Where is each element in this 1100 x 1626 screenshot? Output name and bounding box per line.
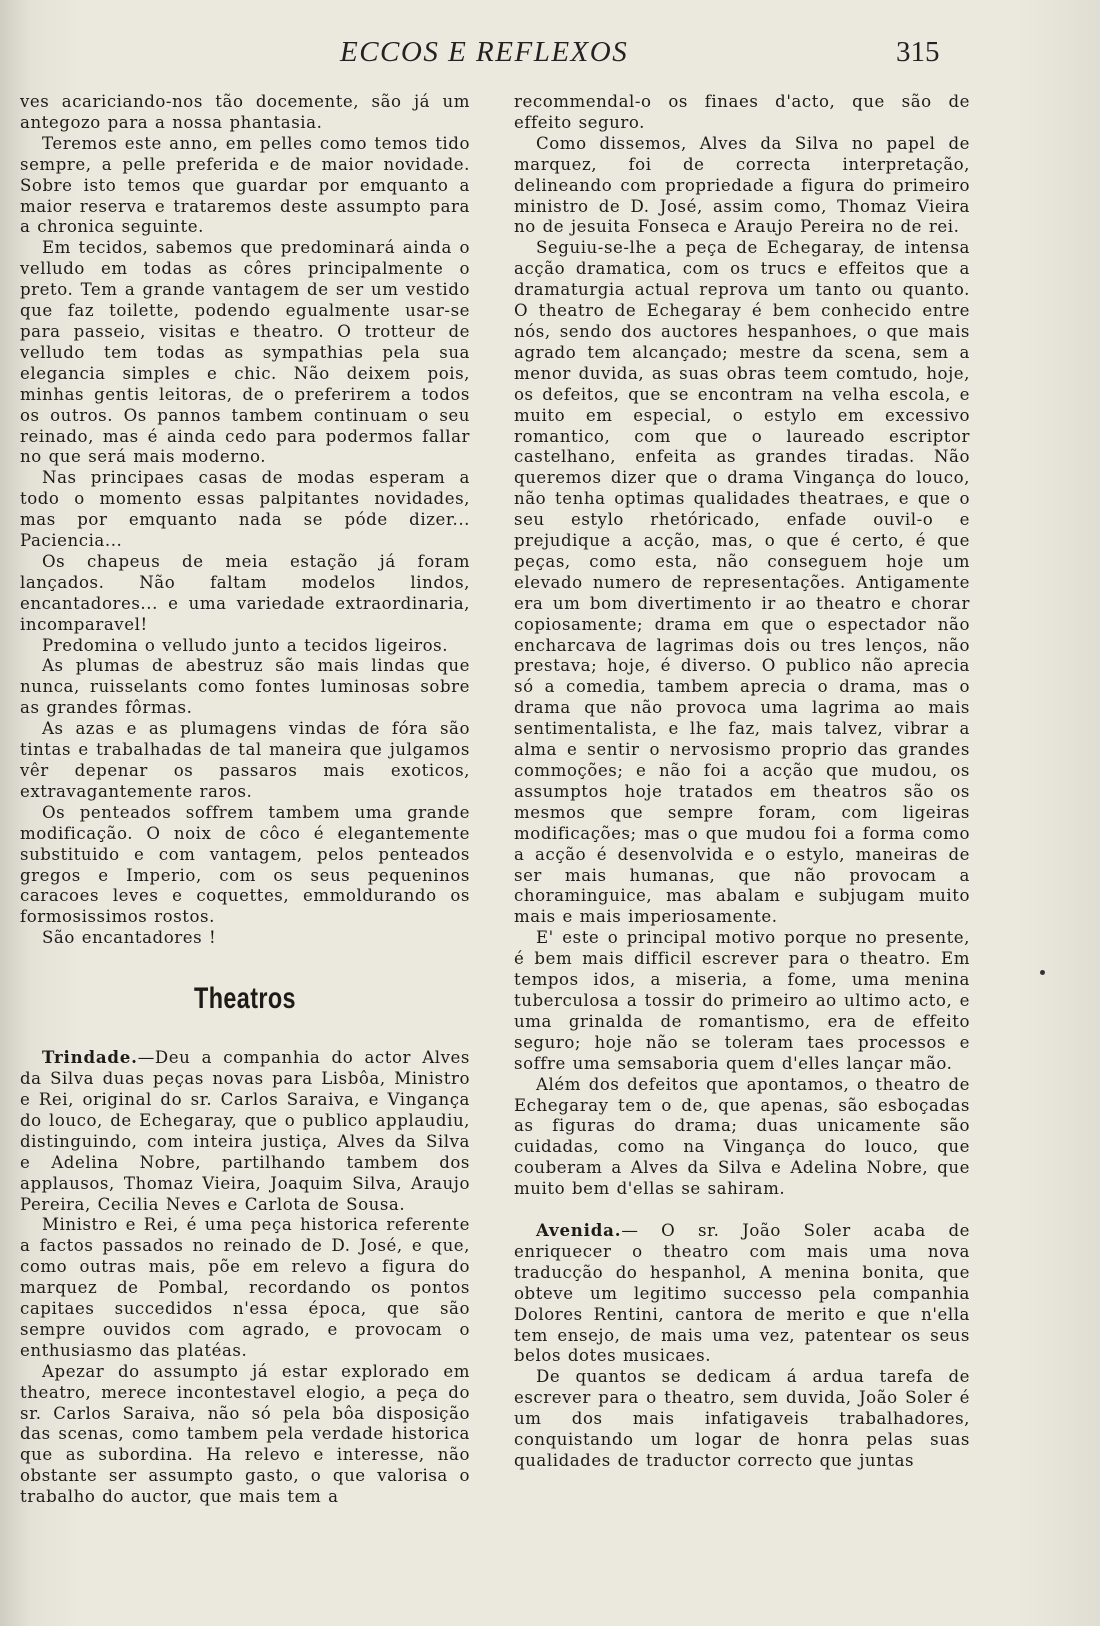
paragraph-avenida xyxy=(514,1220,970,1367)
paragraph: Além dos defeitos que apontamos, o theatro de Echegaray tem o de, que apenas, são esboçadas as figuras do drama; duas unicamente são cuidadas, como na Vingança do louco, que couberam a Alves da Silva e Adelina Nobre, que muito bem d'ellas se sahiram. xyxy=(514,1074,970,1199)
paragraph: Ministro e Rei, é uma peça historica referente a factos passados no reinado de D. José, e que, como outras mais, põe em relevo a figura do marquez de Pombal, recordando os pontos capitaes succedidos n'essa época, que são sempre ouvidos com agrado, e provocam o enthusiasmo das platéas. xyxy=(20,1215,470,1360)
section-heading: Theatros xyxy=(194,982,296,1016)
venue-lead: Trindade. xyxy=(42,1047,138,1068)
page-number: 315 xyxy=(896,36,940,68)
paragraph-text: —Deu a companhia do actor Alves da Silva duas peças novas para Lisbôa, Ministro e Rei, original do sr. Carlos Saraiva, e Vingança do louco, de Echegaray, que o publico applaudiu, distinguindo, com inteira justiça, Alves da Silva e Adelina Nobre, partilhando tambem dos applausos, Thomaz Vieira, Joaquim Silva, Araujo Pereira, Cecilia Neves e Carlota de Sousa. xyxy=(20,1048,470,1214)
left-column xyxy=(20,92,470,1508)
paragraph: recommendal-o os finaes d'acto, que são de effeito seguro. xyxy=(514,92,970,132)
paragraph: Nas principaes casas de modas esperam a todo o momento essas palpitantes novidades, mas por emquanto nada se póde dizer... Paciencia... xyxy=(20,468,470,551)
paragraph: Em tecidos, sabemos que predominará ainda o velludo em todas as côres principalmente o preto. Tem a grande vantagem de ser um vestido que faz toilette, podendo egualmente usar-se para passeio, visitas e theatro. O trotteur de velludo tem todas as sympathias pela sua elegancia simples e chic. Não deixem pois, minhas gentis leitoras, de o preferirem a todos os outros. Os pannos tambem continuam o seu reinado, mas é ainda cedo para podermos fallar no que será mais moderno. xyxy=(20,238,470,467)
right-column xyxy=(514,92,970,1472)
paragraph-trindade xyxy=(20,1047,470,1215)
paragraph: Teremos este anno, em pelles como temos tido sempre, a pelle preferida e de maior novidade. Sobre isto temos que guardar por emquanto a maior reserva e trataremos deste assumpto para a chronica seguinte. xyxy=(20,133,470,237)
paragraph: Os chapeus de meia estação já foram lançados. Não faltam modelos lindos, encantadores... e uma variedade extraordinaria, incomparavel! xyxy=(20,551,470,634)
venue-lead: Avenida. xyxy=(536,1220,622,1241)
paragraph: Como dissemos, Alves da Silva no papel de marquez, foi de correcta interpretação, delineando com propriedade a figura do primeiro ministro de D. José, assim como, Thomaz Vieira no de jesuita Fonseca e Araujo Pereira no de rei. xyxy=(514,133,970,237)
paragraph: Predomina o velludo junto a tecidos ligeiros. xyxy=(42,635,449,655)
paragraph-text: — O sr. João Soler acaba de enriquecer o theatro com mais uma nova traducção do hespanhol, A menina bonita, que obteve um legitimo successo pela companhia Dolores Rentini, cantora de merito e que n'ella tem ensejo, de mais uma vez, patentear os seus belos dotes musicaes. xyxy=(514,1221,970,1366)
ink-speck xyxy=(1040,970,1045,975)
paragraph: Os penteados soffrem tambem uma grande modificação. O noix de côco é elegantemente substituido e com vantagem, pelos penteados gregos e Imperio, com os seus pequeninos caracoes leves e coquettes, emmoldurando os formosissimos rostos. xyxy=(20,802,470,927)
paragraph: De quantos se dedicam á ardua tarefa de escrever para o theatro, sem duvida, João Soler é um dos mais infatigaveis trabalhadores, conquistando um logar de honra pelas suas qualidades de traductor correcto que juntas xyxy=(514,1367,970,1470)
paragraph: ves acariciando-nos tão docemente, são já um antegozo para a nossa phantasia. xyxy=(20,92,470,132)
page-header xyxy=(0,32,1100,82)
running-title: ECCOS E REFLEXOS xyxy=(340,36,629,68)
paragraph: São encantadores ! xyxy=(42,928,217,948)
paragraph: Seguiu-se-lhe a peça de Echegaray, de intensa acção dramatica, com os trucs e effeitos que a dramaturgia actual reprova um tanto ou quanto. O theatro de Echegaray é bem conhecido entre nós, sendo dos auctores hespanhoes, o que mais agrado tem alcançado; mestre da scena, sem a menor duvida, as suas obras teem comtudo, hoje, os defeitos, que se encontram na velha escola, e muito em especial, o estylo em excessivo romantico, com que o laureado escriptor castelhano, enfeita as grandes tiradas. Não queremos dizer que o drama Vingança do louco, não tenha optimas qualidades theatraes, e que o seu estylo rhetóricado, enfade ouvil-o e prejudique a acção, mas, o que é certo, é que peças, como esta, não conseguem hoje um elevado numero de representações. Antigamente era um bom divertimento ir ao theatro e chorar copiosamente; drama em que o espectador não encharcava de lagrimas dois ou tres lenços, não prestava; hoje, é diverso. O publico não aprecia só a comedia, tambem aprecia o drama, mas o drama que não provoca uma lagrima ao mais sentimentalista, e lhe faz, mais talvez, vibrar a alma e sentir o nervosismo proprio das grandes commoções; e não foi a acção que mudou, os assumptos hoje tratados em theatros são os mesmos que sempre foram, com ligeiras modificações; mas o que mudou foi a forma como a acção é desenvolvida e o estylo, maneiras de ser mais humanas, que não provocam a choraminguice, mas abalam e subjugam muito mais e mais imperiosamente. xyxy=(514,238,970,927)
paragraph: Apezar do assumpto já estar explorado em theatro, merece incontestavel elogio, a peça do sr. Carlos Saraiva, não só pela bôa disposição das scenas, como tambem pela verdade historica que as subordina. Ha relevo e interesse, não obstante ser assumpto gasto, o que valorisa o trabalho do auctor, que mais tem a xyxy=(20,1361,470,1507)
paragraph: As plumas de abestruz são mais lindas que nunca, ruisselants como fontes luminosas sobre as grandes fôrmas. xyxy=(20,656,470,718)
paragraph: E' este o principal motivo porque no presente, é bem mais difficil escrever para o theatro. Em tempos idos, a miseria, a fome, uma menina tuberculosa a tossir do primeiro ao ultimo acto, e uma grinalda de romantismo, era de effeito seguro; hoje não se toleram taes processos e soffre uma semsaboria quem d'elles lançar mão. xyxy=(514,928,970,1073)
paragraph: As azas e as plumagens vindas de fóra são tintas e trabalhadas de tal maneira que julgamos vêr depenar os passaros mais exoticos, extravagantemente raros. xyxy=(20,719,470,801)
